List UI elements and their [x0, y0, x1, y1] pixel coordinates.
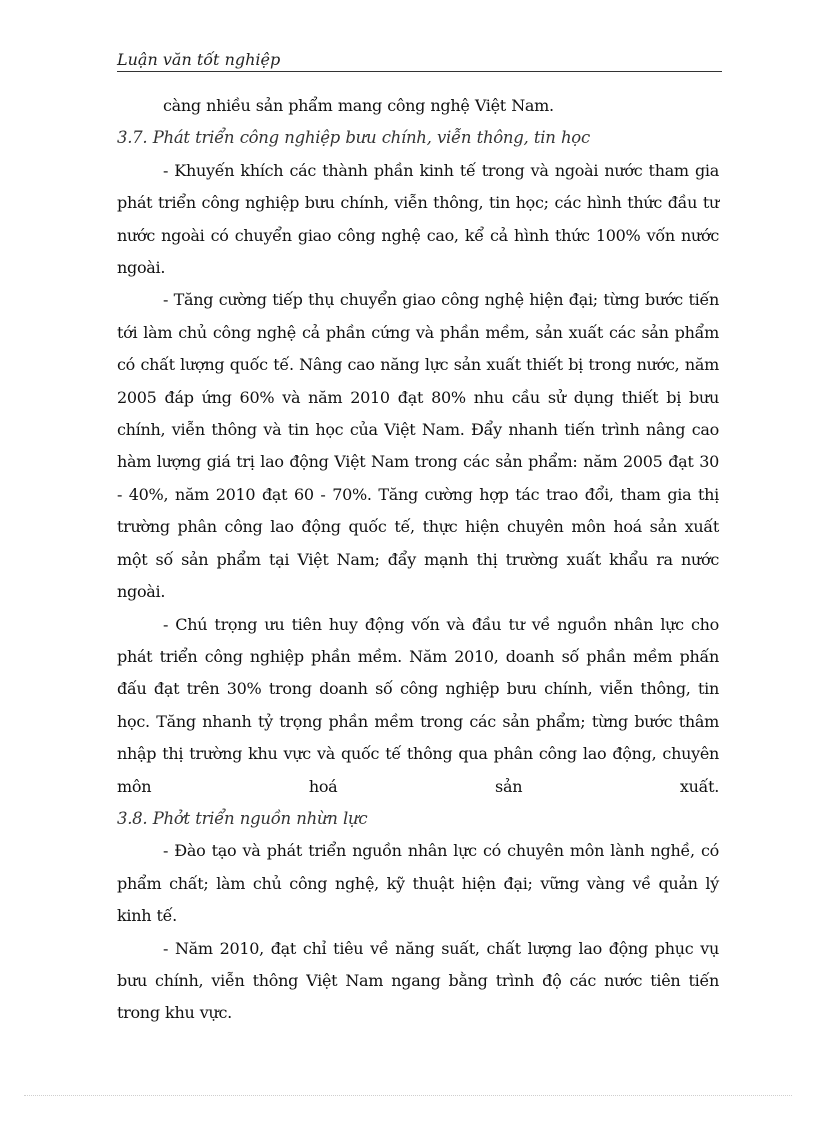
paragraph-software-industry: - Chú trọng ưu tiên huy động vốn và đầu tư về nguồn nhân lực cho phát triển công nghiệp phần mềm. Năm 2010, doanh số phần mềm phấn đấu đạt trên 30% trong doanh số công nghiệp bưu chính, viễn thông, tin học. Tăng nhanh tỷ trọng phần mềm trong các sản phẩm; từng bước thâm nhập thị trường khu vực và quốc tế thông qua phân công lao động, chuyên môn hoá sản xuất. — [117, 614, 719, 796]
header-divider — [117, 71, 722, 72]
document-body — [117, 90, 719, 1030]
paragraph-labor-productivity: - Năm 2010, đạt chỉ tiêu về năng suất, chất lượng lao động phục vụ bưu chính, viễn thông Việt Nam ngang bằng trình độ các nước tiên tiến trong khu vực. — [117, 938, 719, 1023]
paragraph-encourage-investment: - Khuyến khích các thành phần kinh tế trong và ngoài nước tham gia phát triển công nghiệp bưu chính, viễn thông, tin học; các hình thức đầu tư nước ngoài có chuyển giao công nghệ cao, kể cả hình thức 100% vốn nước ngoài. — [117, 160, 719, 278]
section-heading-3-8: 3.8. Phởt triển nguồn nhừn lực — [117, 808, 368, 828]
page-header: Luận văn tốt nghiệp — [117, 50, 281, 69]
page-bottom-divider — [24, 1095, 792, 1096]
paragraph-technology-transfer: - Tăng cường tiếp thụ chuyển giao công nghệ hiện đại; từng bước tiến tới làm chủ công nghệ cả phần cứng và phần mềm, sản xuất các sản phẩm có chất lượng quốc tế. Nâng cao năng lực sản xuất thiết bị trong nước, năm 2005 đáp ứng 60% và năm 2010 đạt 80% nhu cầu sử dụng thiết bị bưu chính, viễn thông và tin học của Việt Nam. Đẩy nhanh tiến trình nâng cao hàm lượng giá trị lao động Việt Nam trong các sản phẩm: năm 2005 đạt 30 - 40%, năm 2010 đạt 60 - 70%. Tăng cường hợp tác trao đổi, tham gia thị trường phân công lao động quốc tế, thực hiện chuyên môn hoá sản xuất một số sản phẩm tại Việt Nam; đẩy mạnh thị trường xuất khẩu ra nước ngoài. — [117, 290, 719, 602]
paragraph-continuation: càng nhiều sản phẩm mang công nghệ Việt Nam. — [163, 96, 554, 115]
paragraph-workforce-training: - Đào tạo và phát triển nguồn nhân lực có chuyên môn lành nghề, có phẩm chất; làm chủ công nghệ, kỹ thuật hiện đại; vững vàng về quản lý kinh tế. — [117, 841, 719, 926]
section-heading-3-7: 3.7. Phát triển công nghiệp bưu chính, viễn thông, tin học — [117, 128, 590, 148]
